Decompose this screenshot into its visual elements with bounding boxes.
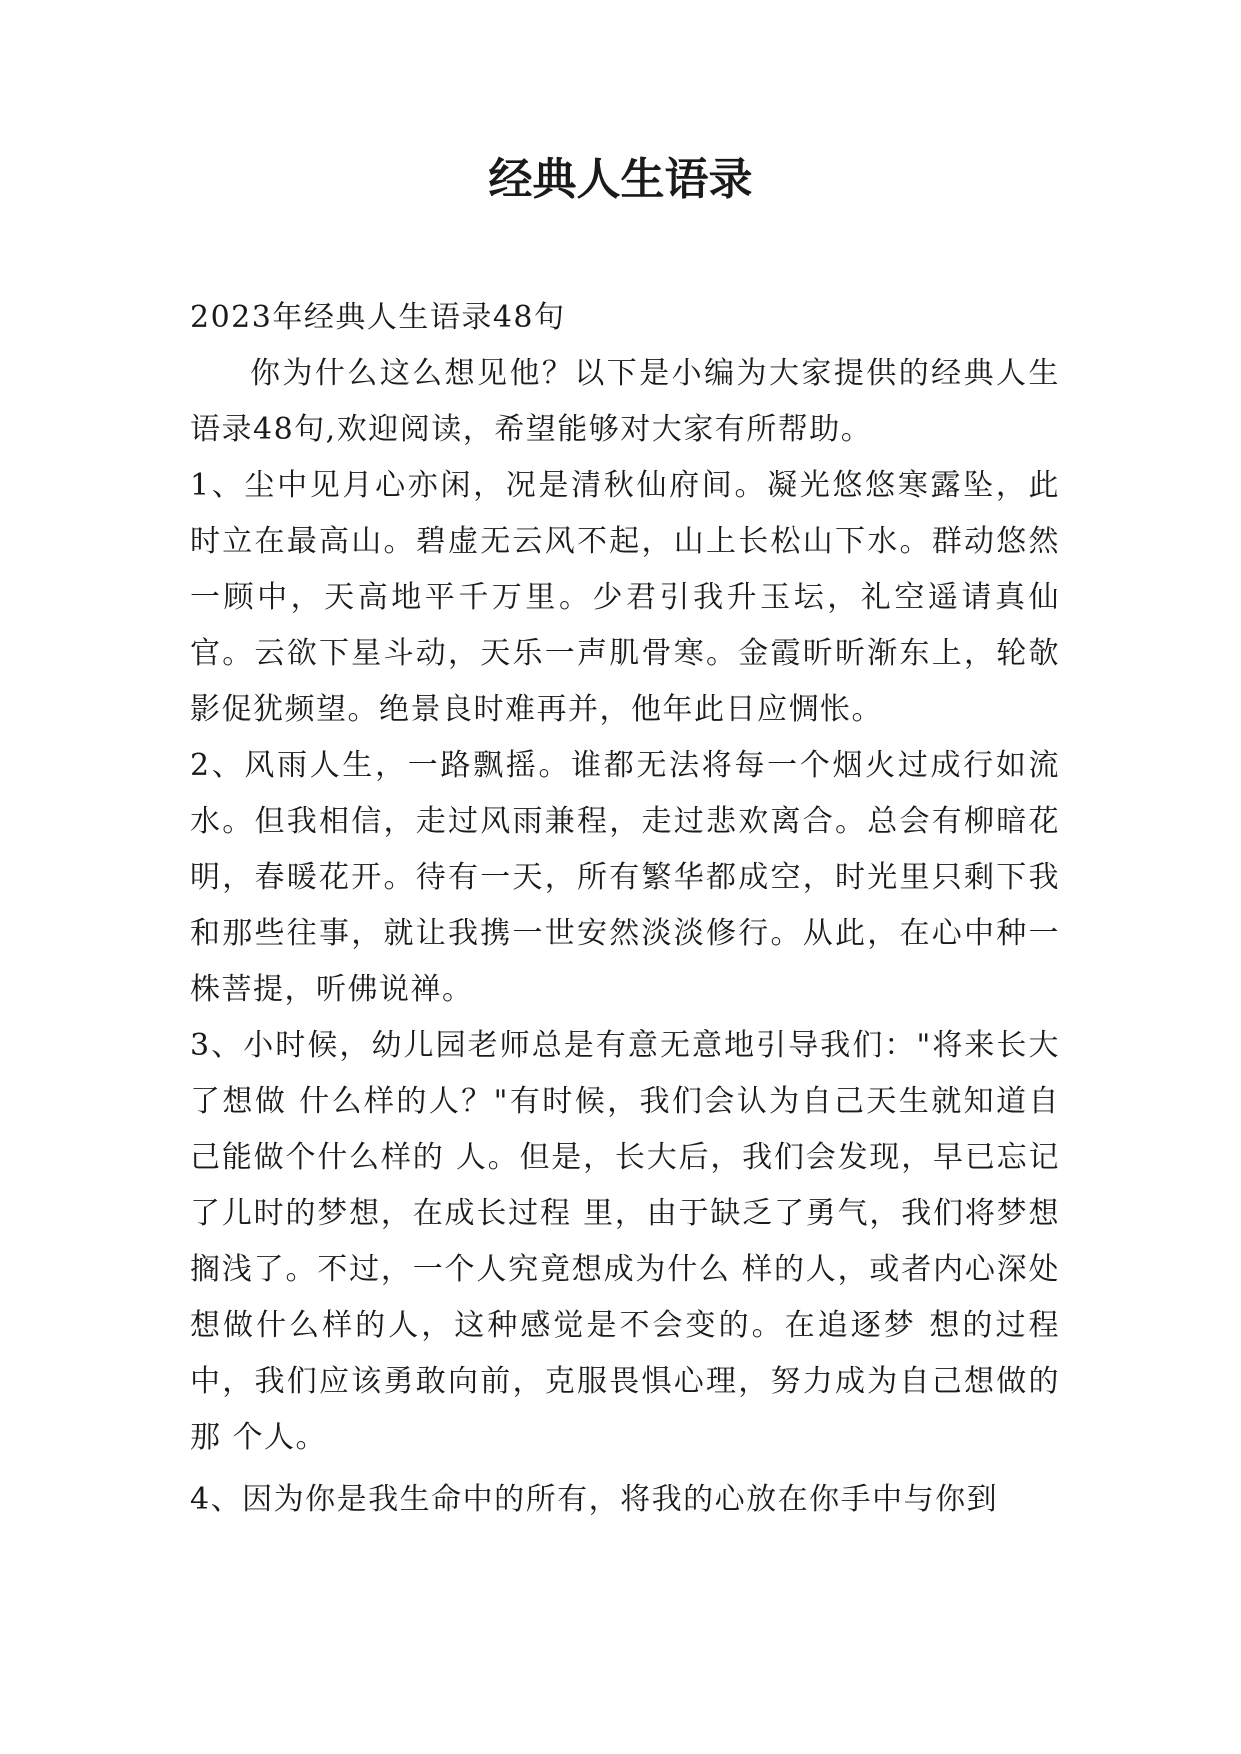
quote-item-2: 2、风雨人生，一路飘摇。谁都无法将每一个烟火过成行如流水。但我相信，走过风雨兼程，走过悲欢离合。总会有柳暗花明，春暖花开。待有一天，所有繁华都成空，时光里只剩下我和那些往事，就让我携一世安然淡淡修行。从此，在心中种一株菩提，听佛说禅。 xyxy=(190,748,1060,1007)
quote-item-4: 4、因为你是我生命中的所有，将我的心放在你手中与你到 xyxy=(190,1482,999,1517)
intro-paragraph: 你为什么这么想见他？以下是小编为大家提供的经典人生语录48句,欢迎阅读，希望能够对大家有所帮助。 xyxy=(190,356,1060,447)
quote-item-3: 3、小时候，幼儿园老师总是有意无意地引导我们："将来长大了想做 什么样的人？"有时候，我们会认为自己天生就知道自己能做个什么样的 人。但是，长大后，我们会发现，早已忘记了儿时的梦想，在成长过程 里，由于缺乏了勇气，我们将梦想搁浅了。不过，一个人究竟想成为什么 样的人，或者内心深处想做什么样的人，这种感觉是不会变的。在追逐梦 想的过程中，我们应该勇敢向前，克服畏惧心理，努力成为自己想做的那 个人。 xyxy=(190,1028,1060,1455)
document-body xyxy=(190,290,1060,1528)
document-title: 经典人生语录 xyxy=(488,154,753,205)
document-subtitle: 2023年经典人生语录48句 xyxy=(190,300,566,335)
quote-item-1: 1、尘中见月心亦闲，况是清秋仙府间。凝光悠悠寒露坠，此时立在最高山。碧虚无云风不起，山上长松山下水。群动悠然一顾中，天高地平千万里。少君引我升玉坛，礼空遥请真仙官。云欲下星斗动，天乐一声肌骨寒。金霞昕昕渐东上，轮欹影促犹频望。绝景良时难再并，他年此日应惆怅。 xyxy=(190,468,1060,727)
